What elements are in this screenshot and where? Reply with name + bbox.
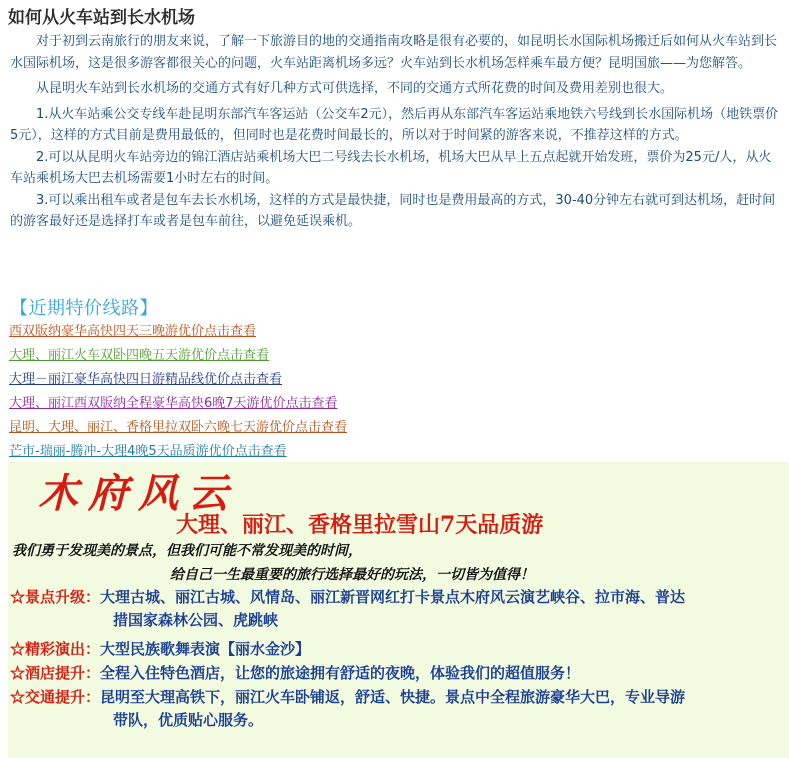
article-paragraph: 1.从火车站乘公交专线车赴昆明东部汽车客运站（公交车2元），然后再从东部汽车客运站乘地铁六号线到长水国际机场（地铁票价5元），这样的方式目前是费用最低的，但同时也是花费时间最长的，所以对于时间紧的游客来说，不推荐这样的方式。 <box>10 106 779 143</box>
promo-feature <box>10 586 785 632</box>
article-paragraph: 从昆明火车站到长水机场的交通方式有好几种方式可供选择，不同的交通方式所花费的时间及费用差别也很大。 <box>36 81 674 96</box>
special-routes-heading: 【近期特价线路】 <box>10 298 158 319</box>
article-paragraph: 3.可以乘出租车或者是包车去长水机场，这样的方式是最快捷，同时也是费用最高的方式，30-40分钟左右就可到达机场，赶时间的游客最好还是选择打车或者是包车前往，以避免延误乘机。 <box>10 192 776 229</box>
feature-text: 昆明至大理高铁下，丽江火车卧铺返，舒适、快捷。景点中全程旅游豪华大巴，专业导游 <box>100 688 686 706</box>
feature-label: ☆景点升级： <box>10 588 101 606</box>
promo-brand: 木府风云 <box>38 470 238 517</box>
article-paragraph: 对于初到云南旅行的朋友来说，了解一下旅游目的地的交通指南攻略是很有必要的，如昆明长水国际机场搬迁后如何从火车站到长水国际机场，这是很多游客都很关心的问题，火车站距离机场多远？火车站到长水机场怎样乘车最方便？昆明国旅——为您解答。 <box>10 34 778 71</box>
article-body <box>10 31 782 233</box>
route-link[interactable]: 昆明、大理、丽江、香格里拉双卧六晚七天游优价点击查看 <box>9 420 348 435</box>
promo-heading: 大理、丽江、香格里拉雪山7天品质游 <box>176 512 544 538</box>
route-link[interactable]: 西双版纳豪华高快四天三晚游优价点击查看 <box>9 324 257 339</box>
route-link[interactable]: 大理、丽江火车双卧四晚五天游优价点击查看 <box>9 348 270 363</box>
promo-feature <box>10 638 785 661</box>
feature-text: 全程入住特色酒店，让您的旅途拥有舒适的夜晚，体验我们的超值服务！ <box>100 664 581 682</box>
promo-slogan: 我们勇于发现美的景点，但我们可能不常发现美的时间， <box>12 543 362 559</box>
feature-text: 大型民族歌舞表演【丽水金沙】 <box>100 640 311 658</box>
article-title: 如何从火车站到长水机场 <box>8 8 195 28</box>
feature-label: ☆精彩演出： <box>10 640 101 658</box>
feature-label: ☆酒店提升： <box>10 664 101 682</box>
article-paragraph: 2.可以从昆明火车站旁边的锦江酒店站乘机场大巴二号线去长水机场，机场大巴从早上五点起就开始发班，票价为25元/人，从火车站乘机场大巴去机场需要1小时左右的时间。 <box>10 149 772 186</box>
route-link[interactable]: 大理、丽江西双版纳全程豪华高快6晚7天游优价点击查看 <box>9 396 338 411</box>
feature-text: 大理古城、丽江古城、风情岛、丽江新晋网红打卡景点木府风云演艺峡谷、拉市海、普达 <box>100 588 686 606</box>
promo-feature <box>10 662 785 685</box>
promo-banner <box>8 462 789 758</box>
promo-slogan: 给自己一生最重要的旅行选择最好的玩法，一切皆为值得！ <box>170 567 534 583</box>
route-link-list <box>9 323 347 467</box>
route-link[interactable]: 大理－丽江豪华高快四日游精品线优价点击查看 <box>9 372 283 387</box>
feature-label: ☆交通提升： <box>10 688 101 706</box>
promo-feature <box>10 686 785 732</box>
route-link[interactable]: 芒市-瑞丽-腾冲-大理4晚5天品质游优价点击查看 <box>9 444 287 459</box>
feature-text: 措国家森林公园、虎跳峡 <box>113 611 279 629</box>
feature-text: 带队，优质贴心服务。 <box>113 711 264 729</box>
